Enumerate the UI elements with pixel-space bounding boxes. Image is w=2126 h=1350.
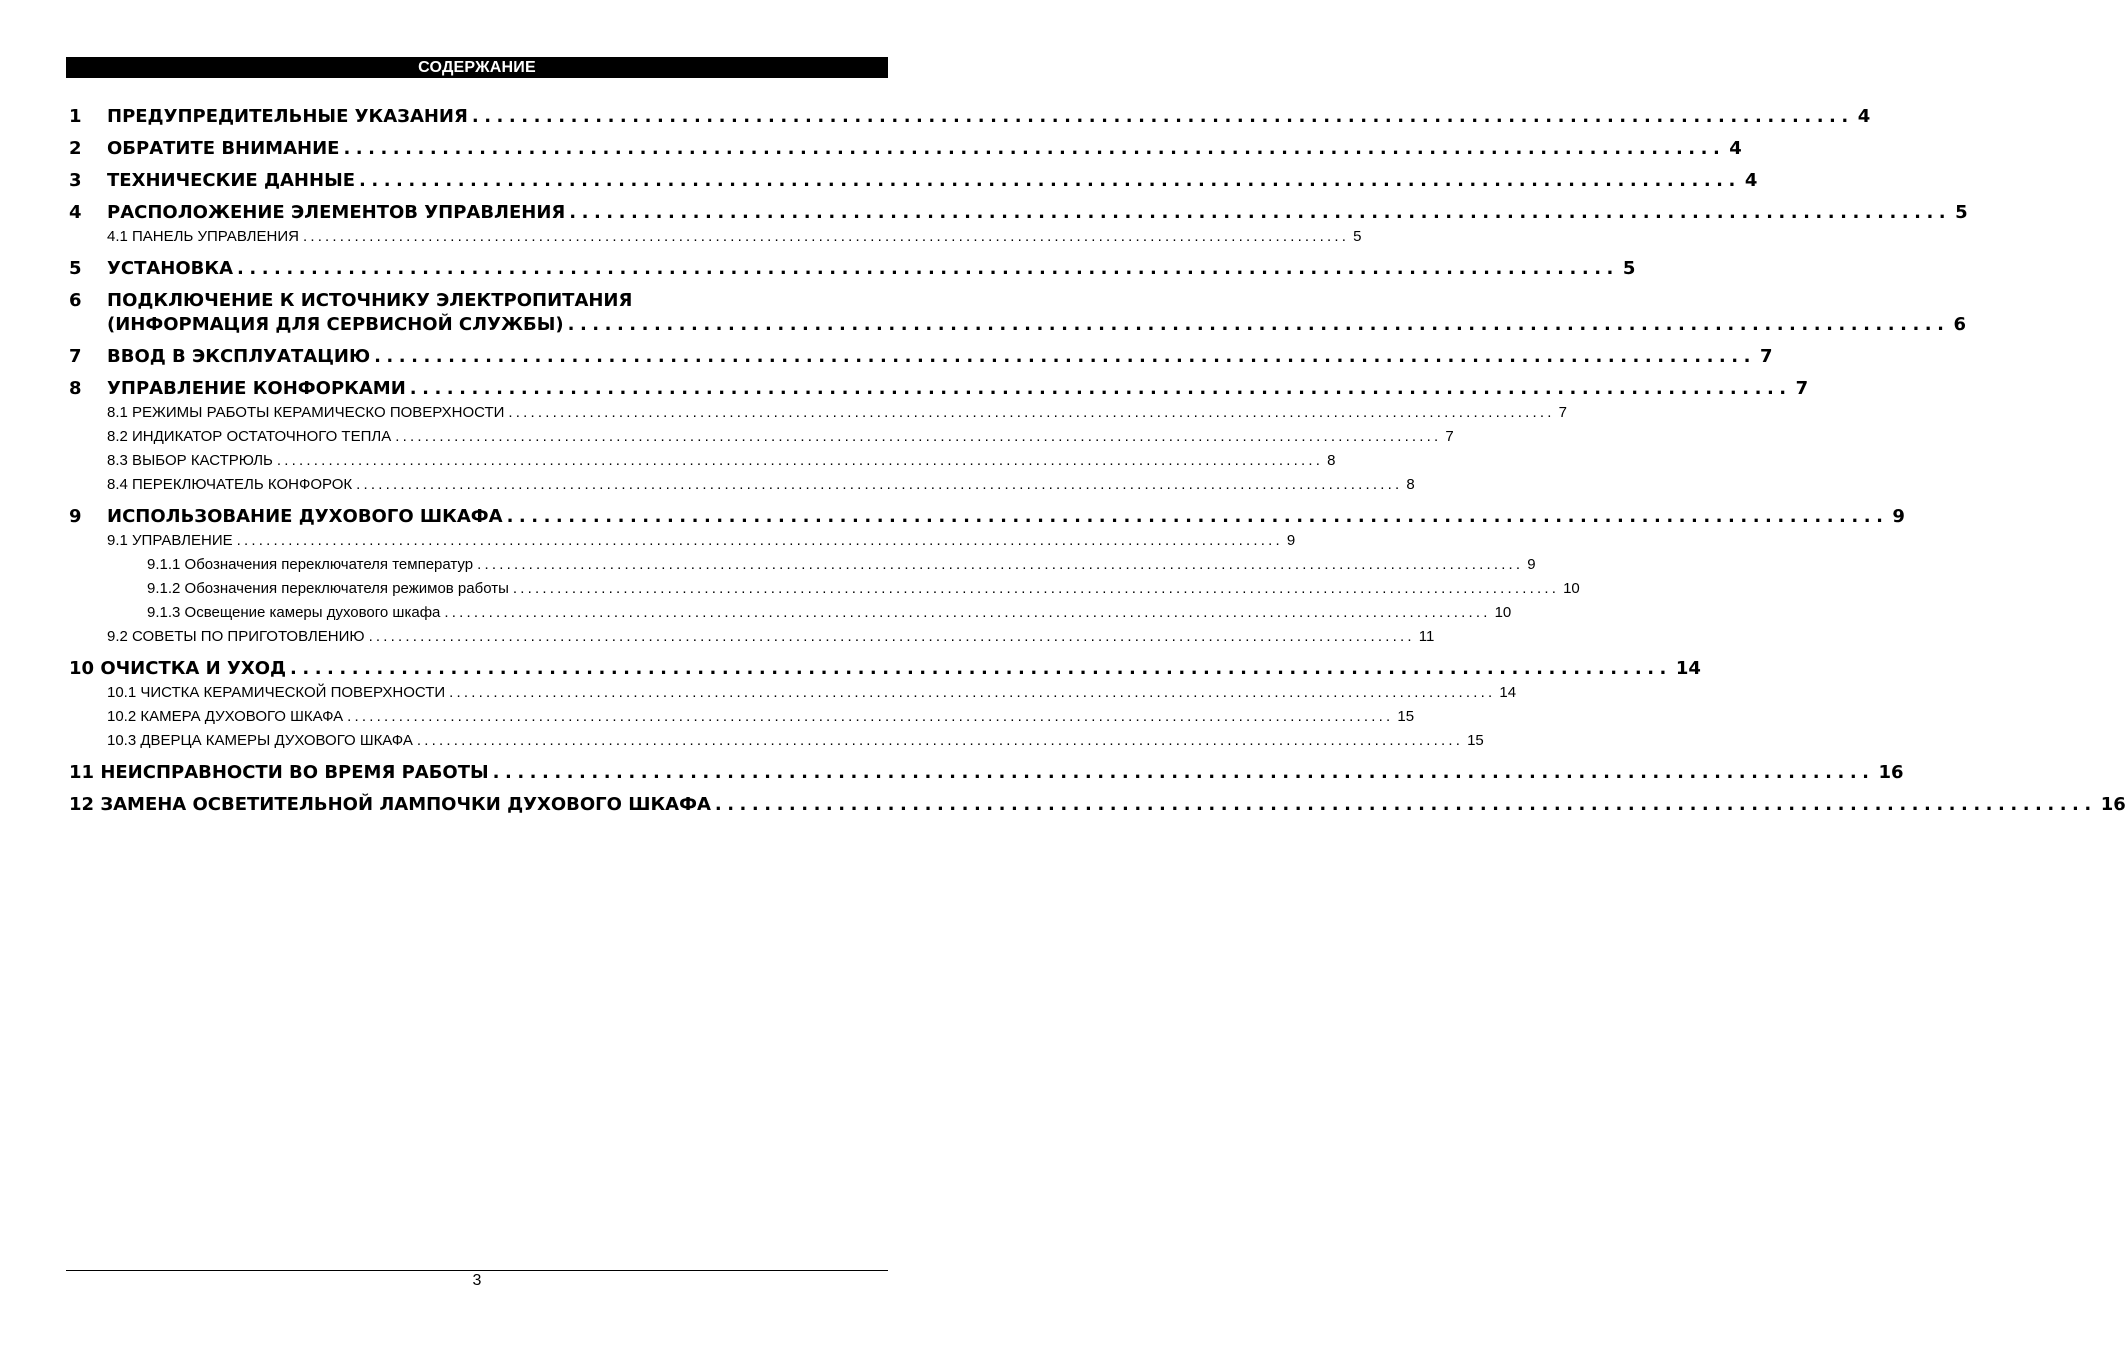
toc-entry-10[interactable] bbox=[69, 656, 1701, 682]
toc-entry-title: 10.2 КАМЕРА ДУХОВОГО ШКАФА bbox=[107, 708, 344, 725]
toc-entry-page: 4 bbox=[1857, 106, 1871, 127]
toc-entry-page: 10 bbox=[1494, 604, 1512, 621]
toc-entry-page: 5 bbox=[1622, 258, 1636, 279]
toc-entry-6[interactable] bbox=[107, 312, 1966, 338]
toc-entry-page: 9 bbox=[1527, 556, 1536, 573]
toc-entry-7[interactable] bbox=[107, 344, 1773, 370]
footer-divider bbox=[66, 1270, 888, 1271]
toc-entry-9-1-2[interactable] bbox=[147, 579, 1580, 599]
contents-header: СОДЕРЖАНИЕ bbox=[66, 57, 888, 78]
toc-entry-page: 7 bbox=[1759, 346, 1773, 367]
toc-entry-page: 7 bbox=[1795, 378, 1809, 399]
toc-entry-title: 8.3 ВЫБОР КАСТРЮЛЬ bbox=[107, 452, 273, 469]
dot-leader: ................................................................................................................ bbox=[471, 106, 1854, 127]
toc-entry-title: 9.1.2 Обозначения переключателя режимов работы bbox=[147, 580, 509, 597]
toc-entry-10-1[interactable] bbox=[107, 683, 1517, 703]
toc-entry-11[interactable] bbox=[69, 760, 1904, 786]
dot-leader: .............................................................................................................................................. bbox=[416, 732, 1464, 749]
toc-entry-title: ИСПОЛЬЗОВАНИЕ ДУХОВОГО ШКАФА bbox=[107, 506, 503, 527]
toc-entry-page: 16 bbox=[1878, 762, 1904, 783]
toc-entry-title: 9.1.3 Освещение камеры духового шкафа bbox=[147, 604, 441, 621]
dot-leader: .............................................................................................................................................. bbox=[508, 404, 1555, 421]
toc-entry-4-1[interactable] bbox=[107, 227, 1362, 247]
toc-entry-title: 9.1.1 Обозначения переключателя температур bbox=[147, 556, 474, 573]
toc-entry-8[interactable] bbox=[107, 376, 1809, 402]
toc-entry-title: 11 НЕИСПРАВНОСТИ ВО ВРЕМЯ РАБОТЫ bbox=[69, 762, 489, 783]
dot-leader: ................................................................................................................ bbox=[374, 346, 1756, 367]
toc-entry-page: 14 bbox=[1675, 658, 1701, 679]
toc-entry-6-number: 6 bbox=[69, 290, 82, 311]
dot-leader: .............................................................................................................................................. bbox=[302, 228, 1350, 245]
toc-entry-6-title-line1[interactable]: ПОДКЛЮЧЕНИЕ К ИСТОЧНИКУ ЭЛЕКТРОПИТАНИЯ bbox=[107, 290, 633, 311]
toc-entry-9-2[interactable] bbox=[107, 627, 1435, 647]
toc-entry-page: 8 bbox=[1327, 452, 1336, 469]
dot-leader: ................................................................................................................ bbox=[714, 794, 2097, 815]
toc-entry-12[interactable] bbox=[69, 792, 2126, 818]
dot-leader: .............................................................................................................................................. bbox=[449, 684, 1496, 701]
toc-entry-page: 10 bbox=[1563, 580, 1580, 597]
toc-entry-title: ПРЕДУПРЕДИТЕЛЬНЫЕ УКАЗАНИЯ bbox=[107, 106, 468, 127]
toc-entry-8-4[interactable] bbox=[107, 475, 1415, 495]
dot-leader: .............................................................................................................................................. bbox=[444, 604, 1491, 621]
page-number: 3 bbox=[472, 1272, 482, 1289]
toc-entry-5-number: 5 bbox=[69, 258, 82, 279]
toc-entry-3-number: 3 bbox=[69, 170, 82, 191]
toc-entry-page: 9 bbox=[1286, 532, 1296, 549]
dot-leader: ................................................................................................................ bbox=[343, 138, 1726, 159]
toc-entry-page: 6 bbox=[1953, 314, 1966, 335]
toc-entry-10-3[interactable] bbox=[107, 731, 1484, 751]
toc-entry-9-1-3[interactable] bbox=[147, 603, 1512, 623]
dot-leader: .............................................................................................................................................. bbox=[356, 476, 1403, 493]
toc-entry-page: 4 bbox=[1729, 138, 1742, 159]
dot-leader: ................................................................................................................ bbox=[290, 658, 1672, 679]
toc-entry-title: 4.1 ПАНЕЛЬ УПРАВЛЕНИЯ bbox=[107, 228, 299, 245]
toc-entry-title: (ИНФОРМАЦИЯ ДЛЯ СЕРВИСНОЙ СЛУЖБЫ) bbox=[107, 314, 564, 335]
toc-entry-title: 10.3 ДВЕРЦА КАМЕРЫ ДУХОВОГО ШКАФА bbox=[107, 732, 413, 749]
toc-entry-3[interactable] bbox=[107, 168, 1758, 194]
dot-leader: .............................................................................................................................................. bbox=[477, 556, 1524, 573]
dot-leader: .............................................................................................................................................. bbox=[512, 580, 1560, 597]
toc-entry-7-number: 7 bbox=[69, 346, 82, 367]
dot-leader: .............................................................................................................................................. bbox=[276, 452, 1324, 469]
dot-leader: ................................................................................................................ bbox=[492, 762, 1875, 783]
toc-entry-9-1-1[interactable] bbox=[147, 555, 1536, 575]
dot-leader: .............................................................................................................................................. bbox=[368, 628, 1415, 645]
toc-entry-title: 8.4 ПЕРЕКЛЮЧАТЕЛЬ КОНФОРОК bbox=[107, 476, 353, 493]
toc-entry-page: 14 bbox=[1499, 684, 1517, 701]
toc-entry-title: УПРАВЛЕНИЕ КОНФОРКАМИ bbox=[107, 378, 406, 399]
toc-entry-page: 8 bbox=[1406, 476, 1415, 493]
dot-leader: .............................................................................................................................................. bbox=[236, 532, 1283, 549]
toc-entry-1[interactable] bbox=[107, 104, 1871, 130]
toc-entry-4-number: 4 bbox=[69, 202, 82, 223]
dot-leader: ................................................................................................................ bbox=[506, 506, 1889, 527]
toc-entry-title: 12 ЗАМЕНА ОСВЕТИТЕЛЬНОЙ ЛАМПОЧКИ ДУХОВОГО ШКАФА bbox=[69, 794, 711, 815]
toc-entry-10-2[interactable] bbox=[107, 707, 1415, 727]
toc-entry-page: 7 bbox=[1445, 428, 1454, 445]
toc-entry-title: 10.1 ЧИСТКА КЕРАМИЧЕСКОЙ ПОВЕРХНОСТИ bbox=[107, 684, 446, 701]
toc-entry-5[interactable] bbox=[107, 256, 1636, 282]
toc-entry-2-number: 2 bbox=[69, 138, 82, 159]
toc-entry-page: 4 bbox=[1744, 170, 1758, 191]
toc-entry-2[interactable] bbox=[107, 136, 1742, 162]
toc-entry-title: 10 ОЧИСТКА И УХОД bbox=[69, 658, 287, 679]
toc-entry-9-1[interactable] bbox=[107, 531, 1296, 551]
dot-leader: ................................................................................................................ bbox=[359, 170, 1741, 191]
toc-entry-page: 11 bbox=[1418, 628, 1435, 645]
toc-entry-8-3[interactable] bbox=[107, 451, 1336, 471]
dot-leader: .............................................................................................................................................. bbox=[395, 428, 1442, 445]
dot-leader: .............................................................................................................................................. bbox=[347, 708, 1394, 725]
toc-entry-page: 5 bbox=[1955, 202, 1968, 223]
toc-entry-title: 9.2 СОВЕТЫ ПО ПРИГОТОВЛЕНИЮ bbox=[107, 628, 365, 645]
toc-entry-9[interactable] bbox=[107, 504, 1905, 530]
toc-entry-title: РАСПОЛОЖЕНИЕ ЭЛЕМЕНТОВ УПРАВЛЕНИЯ bbox=[107, 202, 566, 223]
dot-leader: ................................................................................................................ bbox=[567, 314, 1950, 335]
toc-entry-title: УСТАНОВКА bbox=[107, 258, 234, 279]
toc-entry-page: 15 bbox=[1467, 732, 1484, 749]
toc-entry-8-number: 8 bbox=[69, 378, 82, 399]
toc-entry-page: 16 bbox=[2100, 794, 2126, 815]
toc-entry-8-2[interactable] bbox=[107, 427, 1454, 447]
dot-leader: ................................................................................................................ bbox=[409, 378, 1792, 399]
dot-leader: ................................................................................................................ bbox=[237, 258, 1619, 279]
toc-entry-title: ОБРАТИТЕ ВНИМАНИЕ bbox=[107, 138, 340, 159]
toc-entry-page: 15 bbox=[1397, 708, 1415, 725]
toc-entry-title: 9.1 УПРАВЛЕНИЕ bbox=[107, 532, 233, 549]
dot-leader: ................................................................................................................ bbox=[569, 202, 1952, 223]
toc-entry-4[interactable] bbox=[107, 200, 1968, 226]
toc-entry-page: 7 bbox=[1558, 404, 1567, 421]
toc-entry-8-1[interactable] bbox=[107, 403, 1567, 423]
toc-entry-title: 8.1 РЕЖИМЫ РАБОТЫ КЕРАМИЧЕСКО ПОВЕРХНОСТИ bbox=[107, 404, 505, 421]
toc-entry-title: 8.2 ИНДИКАТОР ОСТАТОЧНОГО ТЕПЛА bbox=[107, 428, 392, 445]
toc-entry-9-number: 9 bbox=[69, 506, 82, 527]
toc-entry-title: ВВОД В ЭКСПЛУАТАЦИЮ bbox=[107, 346, 371, 367]
toc-entry-1-number: 1 bbox=[69, 106, 82, 127]
toc-entry-title: ТЕХНИЧЕСКИЕ ДАННЫЕ bbox=[107, 170, 356, 191]
toc-entry-page: 9 bbox=[1892, 506, 1905, 527]
toc-entry-page: 5 bbox=[1353, 228, 1362, 245]
